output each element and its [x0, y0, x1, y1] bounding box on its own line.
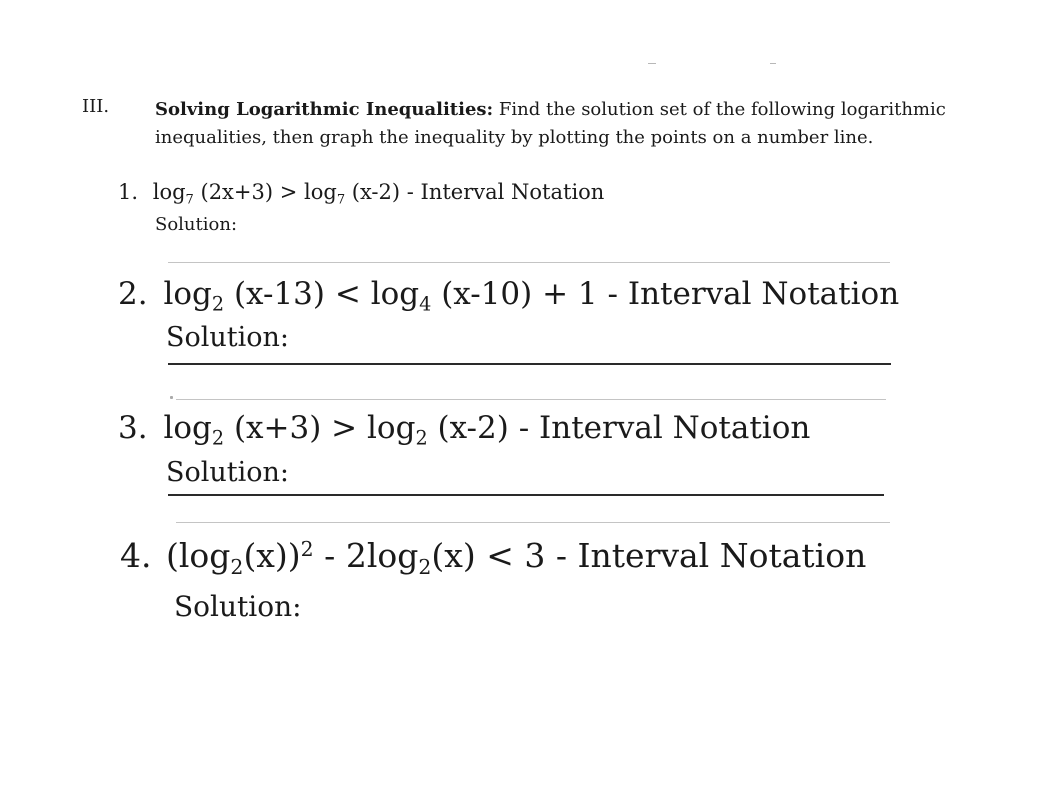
speck-mark	[770, 63, 776, 64]
speck-mark	[170, 396, 173, 399]
solution-label: Solution:	[155, 214, 238, 235]
problem-number: 1.	[118, 180, 139, 204]
problem-expression: $\log_2 (x-13) < \log_4 (x-10) + 1$ - Interval Notation	[163, 276, 900, 316]
problem-number: 4.	[120, 536, 152, 575]
problem-expression: $\log_7 (2x+3) > \log_7 (x-2)$ - Interval Notation	[152, 180, 605, 208]
speck-mark	[648, 63, 656, 64]
answer-line	[168, 363, 891, 365]
answer-line	[176, 399, 886, 400]
problem-expression: $\log_2 (x+3) > \log_2 (x-2)$ - Interval Notation	[163, 410, 811, 450]
section-heading-title: Solving Logarithmic Inequalities:	[155, 99, 494, 120]
section-numeral: III.	[82, 96, 110, 117]
section-heading	[155, 96, 1035, 152]
problem-1	[118, 180, 605, 208]
solution-label: Solution:	[166, 457, 290, 488]
answer-line	[168, 262, 890, 263]
problem-2	[118, 276, 900, 316]
problem-3	[118, 410, 811, 450]
problem-expression: $(\log_2(x))^2 - 2\log_2(x) < 3$ - Interval Notation	[166, 536, 867, 580]
problem-number: 2.	[118, 276, 148, 312]
problem-number: 3.	[118, 410, 148, 446]
problem-4	[120, 536, 867, 580]
section-heading-instructions: Find the solution set of the following logarithmic inequalities, then graph the inequality by plotting the points on a number line.	[155, 99, 946, 148]
solution-label: Solution:	[174, 590, 302, 623]
answer-line	[168, 494, 884, 496]
answer-line	[176, 522, 890, 523]
solution-label: Solution:	[166, 322, 290, 353]
